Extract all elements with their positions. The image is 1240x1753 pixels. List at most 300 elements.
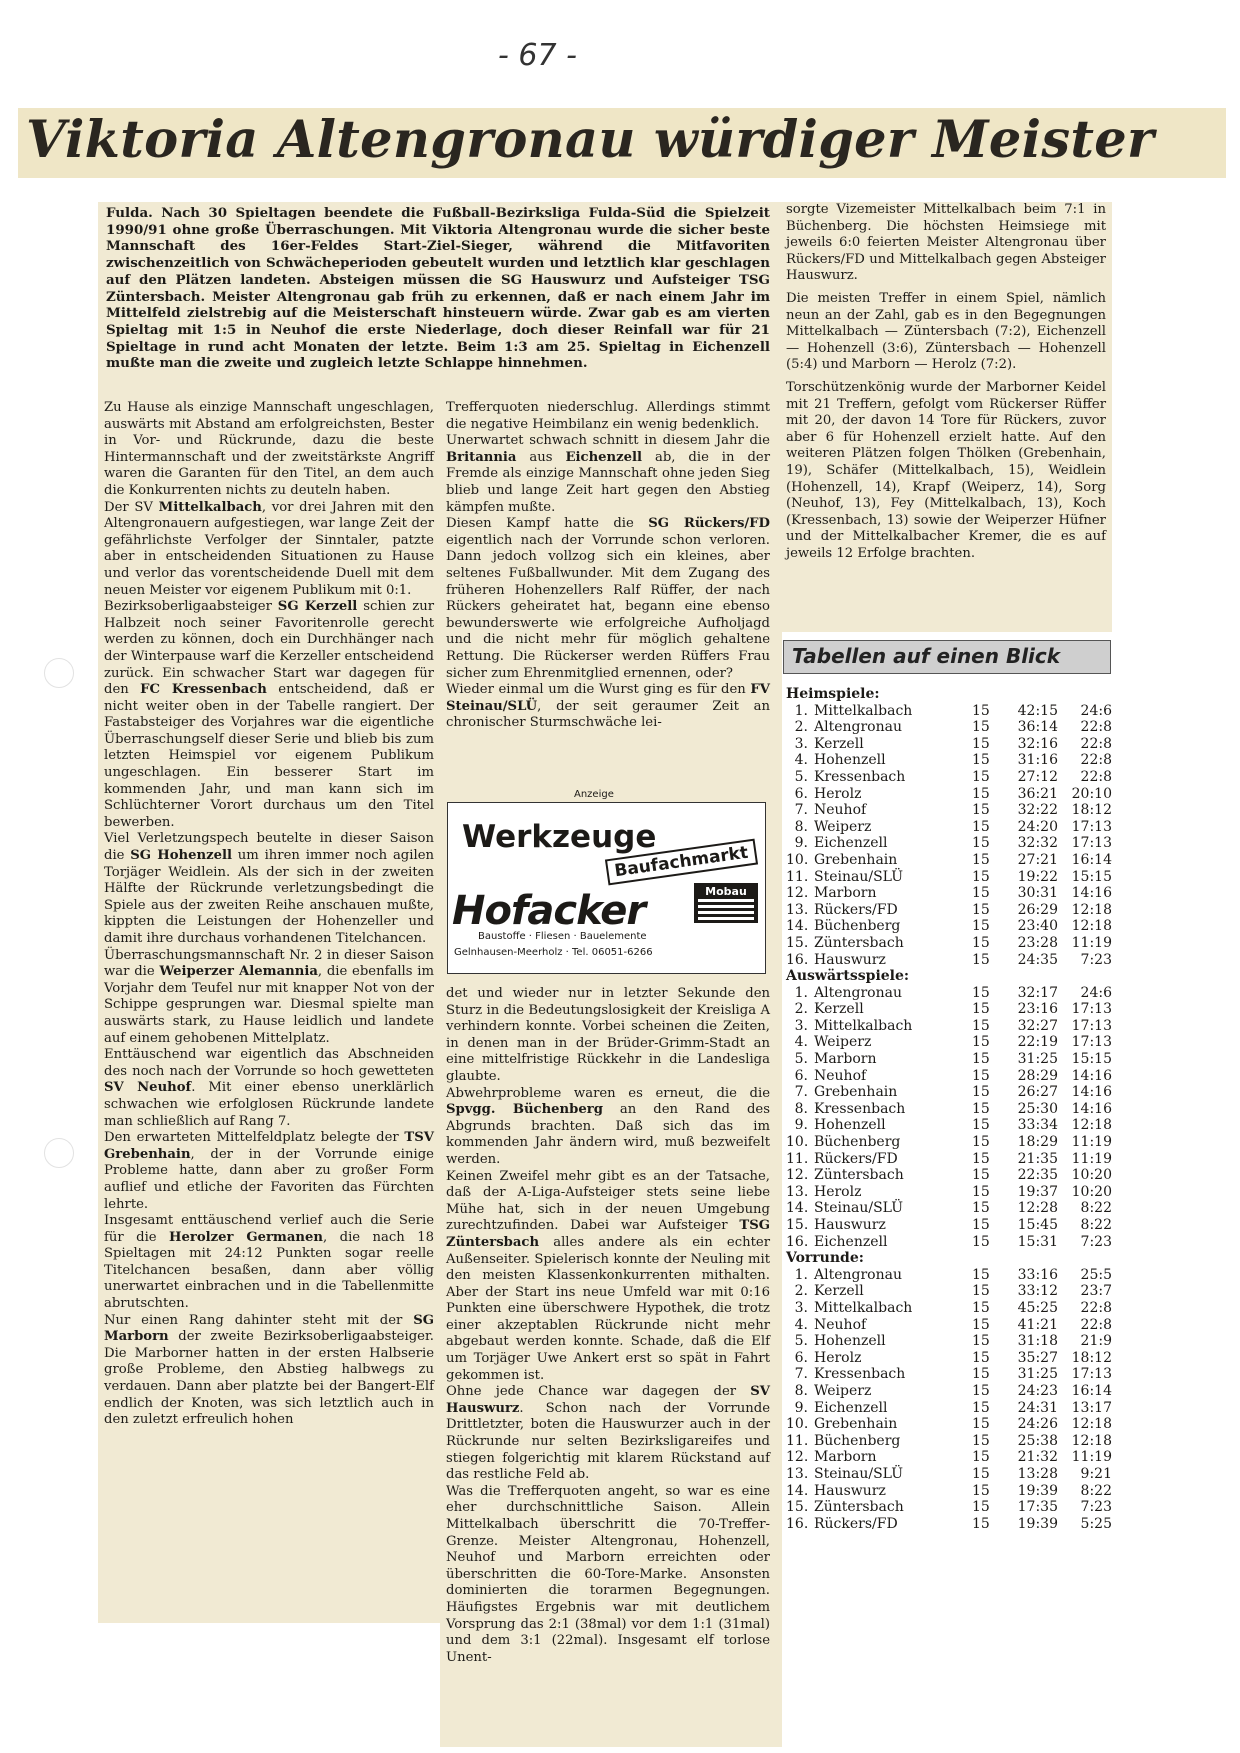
table-row: [786, 835, 1116, 852]
team-name: Hauswurz: [814, 1482, 886, 1499]
points: 24:6: [1080, 702, 1112, 719]
table-row: [786, 1184, 1116, 1201]
table-row: [786, 1217, 1116, 1234]
points: 15:15: [1071, 1051, 1112, 1068]
table-row: [786, 703, 1116, 720]
rank: 2.: [794, 1283, 808, 1300]
rank: 1.: [794, 702, 808, 719]
points: 17:13: [1071, 1001, 1112, 1018]
table-row: [786, 1034, 1116, 1051]
goals: 21:35: [1017, 1150, 1058, 1167]
table-row: [786, 885, 1116, 902]
table-row: [786, 952, 1116, 969]
goals: 36:21: [1017, 785, 1058, 802]
table-row: [786, 1499, 1116, 1516]
table-row: [786, 1283, 1116, 1300]
rank: 8.: [794, 1382, 808, 1399]
team-name: Hohenzell: [814, 1333, 886, 1350]
team-name: Züntersbach: [814, 1499, 904, 1516]
paragraph: Wieder einmal um die Wurst ging es für den FV Steinau/SLÜ, der seit geraumer Zeit an chronischer Sturmschwäche lei-: [446, 682, 770, 731]
points: 22:8: [1080, 768, 1112, 785]
rank: 5.: [794, 1333, 808, 1350]
ad-company: Hofacker: [452, 888, 646, 934]
article-column-2-top: [446, 400, 770, 732]
games-played: 15: [972, 1465, 990, 1482]
goals: 15:31: [1017, 1233, 1058, 1250]
rank: 15.: [786, 1499, 809, 1516]
games-played: 15: [972, 1217, 990, 1233]
team-name: Steinau/SLÜ: [814, 1200, 903, 1217]
goals: 32:17: [1017, 984, 1058, 1001]
ad-address: Gelnhausen-Meerholz · Tel. 06051-6266: [454, 947, 653, 958]
table-row: [786, 819, 1116, 836]
goals: 32:22: [1017, 802, 1058, 819]
goals: 24:31: [1017, 1399, 1058, 1416]
mobau-logo-icon: [694, 883, 758, 923]
table-row: [786, 1300, 1116, 1317]
rank: 4.: [794, 1316, 808, 1333]
points: 7:23: [1080, 1233, 1112, 1250]
team-name: Weiperz: [814, 818, 872, 835]
table-row: [786, 1267, 1116, 1284]
goals: 30:31: [1017, 885, 1058, 902]
team-name: Kressenbach: [814, 1100, 906, 1117]
team-name: Herolz: [814, 1183, 862, 1200]
punch-hole: [44, 658, 74, 688]
table-row: [786, 902, 1116, 919]
goals: 41:21: [1017, 1316, 1058, 1333]
games-played: 15: [972, 1100, 990, 1117]
games-played: 15: [972, 1515, 990, 1532]
table-row: [786, 1383, 1116, 1400]
paper-col1-bottom: [98, 1597, 440, 1623]
points: 16:14: [1071, 1382, 1112, 1399]
games-played: 15: [972, 1399, 990, 1416]
team-name: Weiperz: [814, 1382, 872, 1399]
points: 12:18: [1071, 1117, 1112, 1134]
rank: 16.: [786, 951, 809, 968]
table-row: [786, 802, 1116, 819]
games-played: 15: [972, 1034, 990, 1051]
team-name: Büchenberg: [814, 1432, 901, 1449]
team-name: Kerzell: [814, 735, 864, 752]
team-name: Kerzell: [814, 1001, 864, 1018]
table-row: [786, 1516, 1116, 1533]
points: 18:12: [1071, 802, 1112, 819]
points: 11:19: [1071, 1150, 1112, 1167]
goals: 32:16: [1017, 735, 1058, 752]
table-row: [786, 1350, 1116, 1367]
goals: 27:12: [1017, 768, 1058, 785]
paragraph: Diesen Kampf hatte die SG Rückers/FD eigentlich nach der Vorrunde schon verloren. Dann jedoch vollzog sich ein kleines, aber seltenes Fußballwunder. Mit dem Zugang des früheren Hohenzellers Ralf Rüffer, der nach Rückers geheiratet hat, begann eine ebenso bewunderswerte wie erfolgreiche Aufholjagd und die nicht mehr für möglich gehaltene Rettung. Die Rückerser werden Rüffers Frau sicher zum Ehrenmitglied ernennen, oder?: [446, 516, 770, 681]
points: 20:10: [1071, 785, 1112, 802]
points: 22:8: [1080, 735, 1112, 752]
ad-baufachmarkt: Baufachmarkt: [605, 839, 758, 886]
standings-tables: [786, 686, 1116, 1532]
goals: 35:27: [1017, 1349, 1058, 1366]
games-played: 15: [972, 918, 990, 935]
games-played: 15: [972, 868, 990, 885]
rank: 13.: [786, 1183, 809, 1200]
table-row: [786, 1167, 1116, 1184]
games-played: 15: [972, 1349, 990, 1366]
paragraph: Was die Trefferquoten angeht, so war es eine eher durchschnittliche Saison. Allein Mittelkalbach überschritt die 70-Treffer-Grenze. Meister Altengronau, Hohenzell, Neuhof und Marborn erreichten oder überschritten die 60-Tore-Marke. Ansonsten dominierten die torarmen Begegnungen. Häufigstes Ergebnis war mit deutlichem Vorsprung das 2:1 (38mal) vor dem 1:1 (31mal) und dem 3:1 (22mal). Insgesamt elf torlose Unent-: [446, 1483, 770, 1665]
paragraph: det und wieder nur in letzter Sekunde den Sturz in die Bedeutungslosigkeit der Kreisliga A verhindern konnte. Vorbei scheinen die Zeiten, in denen man in der Brüder-Grimm-Stadt an eine mittelfristige Rückkehr in die Landesliga glaubte.: [446, 986, 770, 1084]
table-row: [786, 769, 1116, 786]
goals: 19:37: [1017, 1183, 1058, 1200]
goals: 31:18: [1017, 1333, 1058, 1350]
team-name: Büchenberg: [814, 918, 901, 935]
goals: 31:16: [1017, 752, 1058, 769]
points: 13:17: [1071, 1399, 1112, 1416]
table-row: [786, 1200, 1116, 1217]
goals: 33:16: [1017, 1266, 1058, 1283]
points: 17:13: [1071, 1017, 1112, 1034]
table-row: [786, 1101, 1116, 1118]
paragraph: Unerwartet schwach schnitt in diesem Jahr die Britannia aus Eichenzell ab, die in der Fremde als einzige Mannschaft ohne jeden Sieg blieb und lange Zeit hart gegen den Abstieg kämpfen mußte.: [446, 433, 770, 515]
goals: 31:25: [1017, 1051, 1058, 1068]
points: 8:22: [1080, 1482, 1112, 1499]
points: 11:19: [1071, 1449, 1112, 1466]
paragraph: Überraschungsmannschaft Nr. 2 in dieser Saison war die Weiperzer Alemannia, die ebenfalls im Vorjahr dem Teufel nur mit knapper Not von der Schippe gesprungen war. Diesmal spielte man auswärts stark, zu Hause leidlich und landete auf einem gehobenen Mittelplatz.: [104, 947, 434, 1046]
table-row: [786, 1483, 1116, 1500]
games-played: 15: [972, 1416, 990, 1433]
rank: 5.: [794, 1051, 808, 1068]
games-played: 15: [972, 802, 990, 819]
team-name: Kressenbach: [814, 1366, 906, 1383]
points: 5:25: [1080, 1515, 1112, 1532]
tables-header: Tabellen auf einen Blick: [783, 640, 1111, 674]
rank: 5.: [794, 768, 808, 785]
points: 14:16: [1071, 885, 1112, 902]
points: 8:22: [1080, 1217, 1112, 1233]
team-name: Herolz: [814, 1349, 862, 1366]
rank: 9.: [794, 835, 808, 852]
points: 8:22: [1080, 1200, 1112, 1217]
points: 7:23: [1080, 1499, 1112, 1516]
rank: 8.: [794, 1100, 808, 1117]
goals: 24:35: [1017, 951, 1058, 968]
article-column-3: [786, 202, 1106, 562]
ad-label: Anzeige: [570, 789, 618, 800]
team-name: Mittelkalbach: [814, 1017, 913, 1034]
team-name: Kerzell: [814, 1283, 864, 1300]
table-row: [786, 786, 1116, 803]
paragraph: Viel Verletzungspech beutelte in dieser Saison die SG Hohenzell um ihren immer noch agilen Torjäger Weidlein. Als der sich in der zweiten Hälfte der Rückrunde verletzungsbedingt die Spiele aus der zweiten Reihe anschauen mußte, kippten die Leistungen der Hohenzeller und damit ihre durchaus vorhandenen Titelchancen.: [104, 831, 434, 946]
article-column-1: [104, 400, 434, 1429]
games-played: 15: [972, 1382, 990, 1399]
team-name: Rückers/FD: [814, 1515, 898, 1532]
first-half-table-title: Vorrunde:: [786, 1250, 864, 1267]
table-row: [786, 1433, 1116, 1450]
goals: 32:27: [1017, 1017, 1058, 1034]
team-name: Hohenzell: [814, 752, 886, 769]
games-played: 15: [972, 1183, 990, 1200]
goals: 27:21: [1017, 851, 1058, 868]
table-row: [786, 1400, 1116, 1417]
rank: 2.: [794, 719, 808, 736]
rank: 14.: [786, 1200, 809, 1217]
rank: 2.: [794, 1001, 808, 1018]
ad-brand: Mobau: [705, 885, 747, 898]
paragraph: Zu Hause als einzige Mannschaft ungeschlagen, auswärts mit Abstand am erfolgreichsten, Bester in Vor- und Rückrunde, dazu die beste Hintermannschaft und der zweitstärkste Angriff waren die Garanten für den Titel, an dem auch die Konkurrenten nichts zu deuteln haben.: [104, 400, 434, 498]
team-name: Steinau/SLÜ: [814, 868, 903, 885]
goals: 19:39: [1017, 1515, 1058, 1532]
team-name: Mittelkalbach: [814, 702, 913, 719]
games-played: 15: [972, 1134, 990, 1151]
page-number: - 67 -: [498, 38, 577, 73]
paragraph: sorgte Vizemeister Mittelkalbach beim 7:1 in Büchenberg. Die höchsten Heimsiege mit jeweils 6:0 feierten Meister Altengronau über Rückers/FD und Mittelkalbach gegen Absteiger Hauswurz.: [786, 202, 1106, 284]
team-name: Hohenzell: [814, 1117, 886, 1134]
table-row: [786, 1001, 1116, 1018]
goals: 12:28: [1017, 1200, 1058, 1217]
games-played: 15: [972, 1333, 990, 1350]
points: 22:8: [1080, 752, 1112, 769]
points: 24:6: [1080, 984, 1112, 1001]
article-column-2-bottom: [446, 986, 770, 1666]
points: 18:12: [1071, 1349, 1112, 1366]
points: 9:21: [1080, 1465, 1112, 1482]
rank: 4.: [794, 1034, 808, 1051]
rank: 3.: [794, 1017, 808, 1034]
table-row: [786, 1317, 1116, 1334]
points: 12:18: [1071, 918, 1112, 935]
points: 14:16: [1071, 1100, 1112, 1117]
rank: 6.: [794, 1067, 808, 1084]
points: 11:19: [1071, 1134, 1112, 1151]
team-name: Herolz: [814, 785, 862, 802]
points: 17:13: [1071, 1034, 1112, 1051]
team-name: Grebenhain: [814, 1084, 898, 1101]
paragraph: Bezirksoberligaabsteiger SG Kerzell schien zur Halbzeit noch seiner Favoritenrolle gerecht werden zu können, doch ein Durchhänger nach der Winterpause warf die Kerzeller entscheidend zurück. Ein schwacher Start war dagegen für den FC Kressenbach entscheidend, daß er nicht weiter oben in der Tabelle rangiert. Der Fastabsteiger des Vorjahres war die eigentliche Überraschungself dieser Serie und blieb bis zum letzten Heimspiel vor eigenem Publikum ungeschlagen. Ein besserer Start im kommenden Jahr, und man kann sich im Schlüchterner Vorort durchaus um den Titel bewerben.: [104, 599, 435, 830]
headline: Viktoria Altengronau würdiger Meister: [26, 110, 1155, 170]
points: 23:7: [1080, 1283, 1112, 1300]
team-name: Züntersbach: [814, 934, 904, 951]
games-played: 15: [972, 1017, 990, 1034]
goals: 45:25: [1017, 1299, 1058, 1316]
goals: 25:38: [1017, 1432, 1058, 1449]
rank: 1.: [794, 984, 808, 1001]
rank: 14.: [786, 1482, 809, 1499]
rank: 14.: [786, 918, 809, 935]
games-played: 15: [972, 702, 990, 719]
table-row: [786, 1068, 1116, 1085]
rank: 10.: [786, 1416, 809, 1433]
team-name: Grebenhain: [814, 851, 898, 868]
team-name: Eichenzell: [814, 835, 888, 852]
games-played: 15: [972, 984, 990, 1001]
points: 10:20: [1071, 1183, 1112, 1200]
team-name: Neuhof: [814, 1067, 867, 1084]
games-played: 15: [972, 1233, 990, 1250]
team-name: Steinau/SLÜ: [814, 1465, 903, 1482]
team-name: Rückers/FD: [814, 1150, 898, 1167]
table-row: [786, 736, 1116, 753]
games-played: 15: [972, 1117, 990, 1134]
team-name: Altengronau: [814, 1266, 902, 1283]
rank: 6.: [794, 785, 808, 802]
team-name: Hauswurz: [814, 1217, 886, 1233]
team-name: Züntersbach: [814, 1167, 904, 1184]
paragraph: Enttäuschend war eigentlich das Abschneiden des noch nach der Vorrunde so hoch gewetteten SV Neuhof. Mit einer ebenso unerklärlich schwachen wie erfolglosen Rückrunde landete man schließlich auf Rang 7.: [104, 1047, 435, 1129]
goals: 23:16: [1017, 1001, 1058, 1018]
table-row: [786, 1449, 1116, 1466]
rank: 12.: [786, 1167, 809, 1184]
points: 10:20: [1071, 1167, 1112, 1184]
rank: 4.: [794, 752, 808, 769]
table-row: [786, 869, 1116, 886]
team-name: Marborn: [814, 885, 877, 902]
goals: 13:28: [1017, 1465, 1058, 1482]
rank: 15.: [786, 934, 809, 951]
goals: 24:23: [1017, 1382, 1058, 1399]
games-played: 15: [972, 1150, 990, 1167]
rank: 16.: [786, 1515, 809, 1532]
rank: 8.: [794, 818, 808, 835]
games-played: 15: [972, 1001, 990, 1018]
goals: 24:26: [1017, 1416, 1058, 1433]
team-name: Marborn: [814, 1449, 877, 1466]
team-name: Altengronau: [814, 984, 902, 1001]
games-played: 15: [972, 719, 990, 736]
goals: 25:30: [1017, 1100, 1058, 1117]
rank: 7.: [794, 1084, 808, 1101]
points: 25:5: [1080, 1266, 1112, 1283]
table-row: [786, 1234, 1116, 1251]
games-played: 15: [972, 1316, 990, 1333]
lead-paragraph: Fulda. Nach 30 Spieltagen beendete die Fußball-Bezirksliga Fulda-Süd die Spielzeit 1990/91 ohne große Überraschungen. Mit Viktoria Altengronau wurde die sicher beste Mannschaft des 16er-Feldes Start-Ziel-Sieger, während die Mitfavoriten zwischenzeitlich von Schwächeperioden gebeutelt wurden und letztlich klar geschlagen auf den Plätzen landeten. Absteigen müssen die SG Hauswurz und Aufsteiger TSG Züntersbach. Meister Altengronau gab früh zu erkennen, daß er nach einem Jahr im Mittelfeld zielstrebig auf die Meisterschaft hinsteuern würde. Zwar gab es am vierten Spieltag mit 1:5 in Neuhof die erste Niederlage, doch dieser Reinfall war für 21 Spieltage in rund acht Monaten der letzte. Beim 1:3 am 25. Spieltag in Eichenzell mußte man die zweite und zugleich letzte Schlappe hinnehmen.: [106, 205, 770, 372]
games-played: 15: [972, 1299, 990, 1316]
points: 17:13: [1071, 1366, 1112, 1383]
team-name: Hauswurz: [814, 951, 886, 968]
rank: 13.: [786, 1465, 809, 1482]
rank: 11.: [786, 1432, 809, 1449]
points: 22:8: [1080, 719, 1112, 736]
paragraph: Der SV Mittelkalbach, vor drei Jahren mit den Altengronauern aufgestiegen, war lange Zeit der gefährlichste Verfolger der Sinntaler, patzte aber in entscheidenden Situationen zu Hause und verlor das vorentscheidende Duell mit dem neuen Meister vor eigenem Publikum mit 0:1.: [104, 499, 434, 598]
team-name: Neuhof: [814, 1316, 867, 1333]
goals: 24:20: [1017, 818, 1058, 835]
goals: 26:27: [1017, 1084, 1058, 1101]
goals: 15:45: [1017, 1217, 1058, 1233]
games-played: 15: [972, 1366, 990, 1383]
table-row: [786, 1151, 1116, 1168]
rank: 6.: [794, 1349, 808, 1366]
games-played: 15: [972, 1482, 990, 1499]
points: 16:14: [1071, 851, 1112, 868]
paragraph: Insgesamt enttäuschend verlief auch die Serie für die Herolzer Germanen, die nach 18 Spieltagen mit 24:12 Punkten sogar reelle Titelchancen besaßen, dann aber völlig unerwartet einbrachen und in die Tabellenmitte abrutschten.: [104, 1213, 435, 1312]
team-name: Rückers/FD: [814, 901, 898, 918]
games-played: 15: [972, 885, 990, 902]
goals: 17:35: [1017, 1499, 1058, 1516]
goals: 33:34: [1017, 1117, 1058, 1134]
rank: 11.: [786, 868, 809, 885]
games-played: 15: [972, 901, 990, 918]
team-name: Büchenberg: [814, 1134, 901, 1151]
table-row: [786, 1117, 1116, 1134]
rank: 9.: [794, 1117, 808, 1134]
team-name: Eichenzell: [814, 1233, 888, 1250]
paragraph: Den erwarteten Mittelfeldplatz belegte der TSV Grebenhain, der in der Vorrunde einige Probleme hatte, dann aber zu großer Form auflief und etliche der Favoriten das Fürchten lehrte.: [104, 1130, 434, 1212]
goals: 19:22: [1017, 868, 1058, 885]
rank: 15.: [786, 1217, 809, 1233]
games-played: 15: [972, 768, 990, 785]
points: 14:16: [1071, 1084, 1112, 1101]
points: 12:18: [1071, 1432, 1112, 1449]
games-played: 15: [972, 1067, 990, 1084]
games-played: 15: [972, 1266, 990, 1283]
table-row: [786, 1018, 1116, 1035]
points: 17:13: [1071, 818, 1112, 835]
games-played: 15: [972, 818, 990, 835]
team-name: Eichenzell: [814, 1399, 888, 1416]
team-name: Altengronau: [814, 719, 902, 736]
table-row: [786, 1084, 1116, 1101]
rank: 10.: [786, 851, 809, 868]
goals: 22:19: [1017, 1034, 1058, 1051]
games-played: 15: [972, 934, 990, 951]
team-name: Weiperz: [814, 1034, 872, 1051]
rank: 1.: [794, 1266, 808, 1283]
ad-products: Baustoffe · Fliesen · Bauelemente: [478, 931, 647, 942]
team-name: Neuhof: [814, 802, 867, 819]
games-played: 15: [972, 735, 990, 752]
games-played: 15: [972, 785, 990, 802]
table-row: [786, 985, 1116, 1002]
points: 22:8: [1080, 1299, 1112, 1316]
first-half-table: [786, 1267, 1116, 1533]
points: 17:13: [1071, 835, 1112, 852]
games-played: 15: [972, 1084, 990, 1101]
paragraph: Abwehrprobleme waren es erneut, die die Spvgg. Büchenberg an den Rand des Abgrunds brachten. Daß sich das im kommenden Jahr ändern wird, muß bezweifelt werden.: [446, 1085, 770, 1167]
home-table: [786, 703, 1116, 969]
table-row: [786, 1333, 1116, 1350]
points: 15:15: [1071, 868, 1112, 885]
paragraph: Nur einen Rang dahinter steht mit der SG Marborn der zweite Bezirksoberligaabsteiger. Die Marborner hatten in der ersten Halbserie große Probleme, den Abstieg halbwegs zu verdauen. Dann aber platzte bei der Bangert-Elf endlich der Knoten, was sich letztlich auch in den zuletzt erfreulich hohen: [104, 1312, 434, 1428]
table-row: [786, 1366, 1116, 1383]
team-name: Mittelkalbach: [814, 1299, 913, 1316]
games-played: 15: [972, 951, 990, 968]
games-played: 15: [972, 752, 990, 769]
table-row: [786, 935, 1116, 952]
rank: 10.: [786, 1134, 809, 1151]
games-played: 15: [972, 1200, 990, 1217]
paragraph: Keinen Zweifel mehr gibt es an der Tatsache, daß der A-Liga-Aufsteiger stets seine liebe Mühe hat, sich in der neuen Umgebung zurechtzufinden. Dabei war Aufsteiger TSG Züntersbach alles andere als ein echter Außenseiter. Spielerisch konnte der Neuling mit den meisten Klassenkonkurrenten mithalten. Aber der Start ins neue Umfeld war mit 0:16 Punkten eine überschwere Hypothek, die trotz einer akzeptablen Rückrunde nicht mehr abgebaut werden konnte. Schade, daß die Elf um Torjäger Uwe Ankert erst so spät in Fahrt gekommen ist.: [446, 1168, 770, 1383]
points: 14:16: [1071, 1067, 1112, 1084]
games-played: 15: [972, 1283, 990, 1300]
games-played: 15: [972, 851, 990, 868]
table-row: [786, 852, 1116, 869]
goals: 23:28: [1017, 934, 1058, 951]
punch-hole: [44, 1138, 74, 1168]
team-name: Kressenbach: [814, 768, 906, 785]
goals: 31:25: [1017, 1366, 1058, 1383]
games-played: 15: [972, 1167, 990, 1184]
rank: 3.: [794, 1299, 808, 1316]
points: 7:23: [1080, 951, 1112, 968]
games-played: 15: [972, 1499, 990, 1516]
goals: 42:15: [1017, 702, 1058, 719]
points: 22:8: [1080, 1316, 1112, 1333]
away-table-title: Auswärtsspiele:: [786, 968, 910, 985]
points: 12:18: [1071, 901, 1112, 918]
ad-werkzeuge: Werkzeuge: [462, 819, 657, 855]
games-played: 15: [972, 1051, 990, 1068]
table-row: [786, 1416, 1116, 1433]
table-row: [786, 719, 1116, 736]
rank: 11.: [786, 1150, 809, 1167]
paragraph: Trefferquoten niederschlug. Allerdings stimmt die negative Heimbilanz ein wenig bedenklich.: [446, 400, 770, 432]
goals: 36:14: [1017, 719, 1058, 736]
